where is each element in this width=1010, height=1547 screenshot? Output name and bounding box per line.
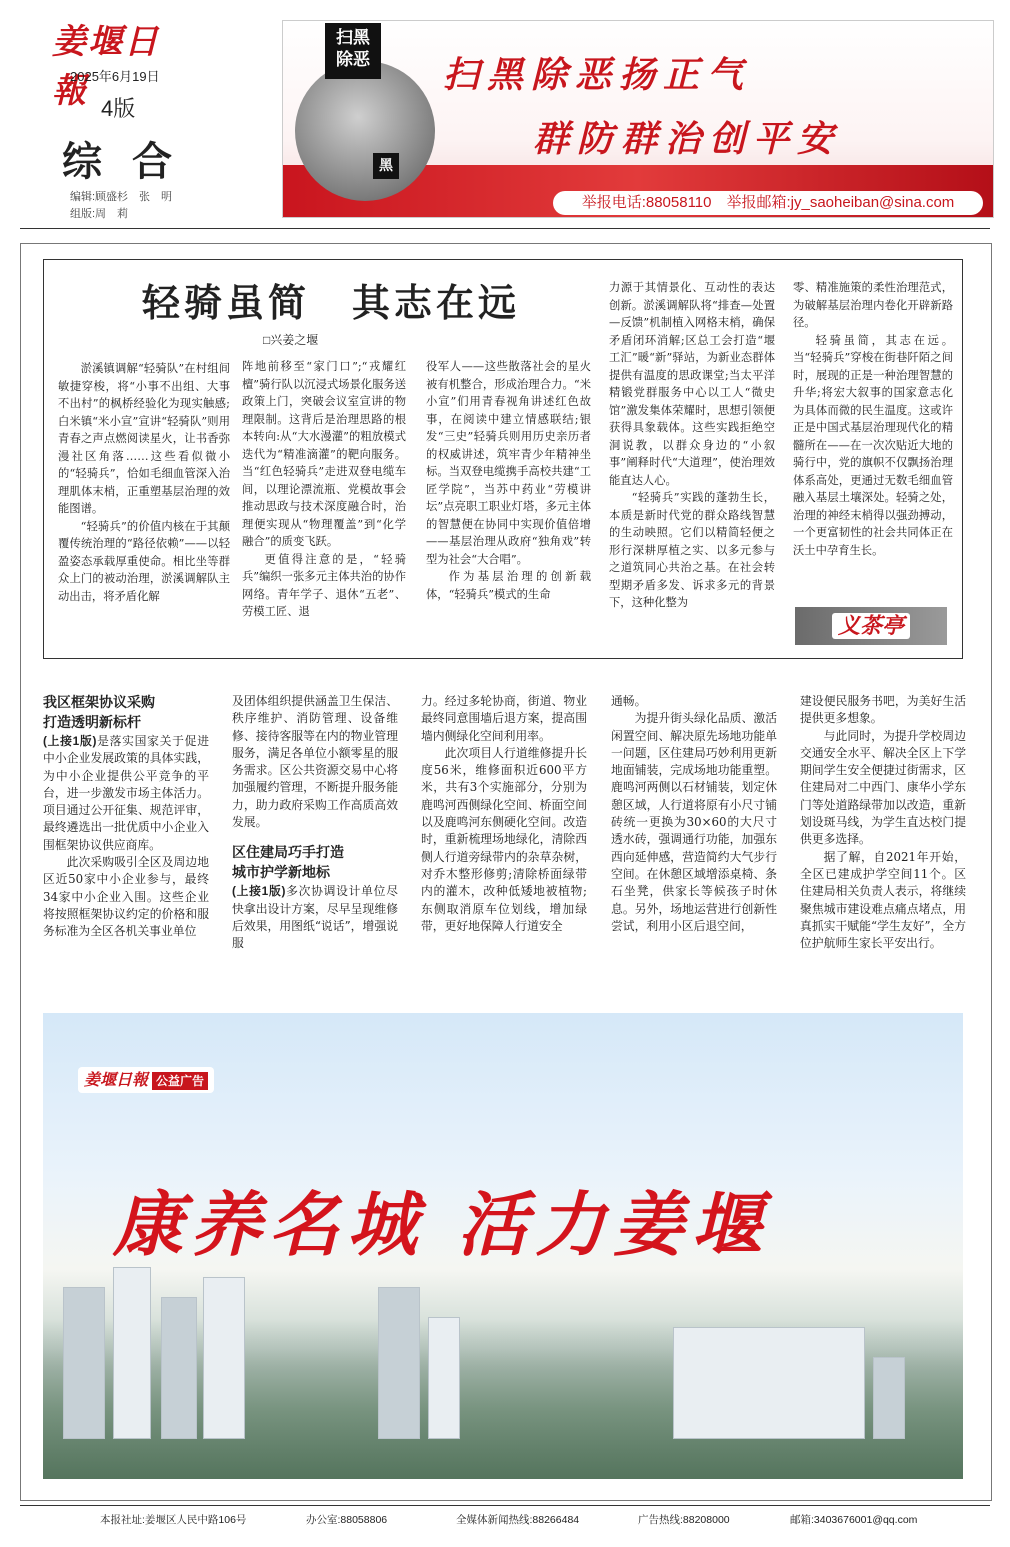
news-column-5 (800, 693, 966, 952)
paragraph: “轻骑兵”实践的蓬勃生长，本质是新时代党的群众路线智慧的生动映照。它们以精简轻便之形行深耕厚植之实、以多元参与之道筑同心共治之基。在社会转型期矛盾多发、诉求多元的背景下，这种化整为 (609, 491, 775, 609)
paragraph: 淤溪镇调解“轻骑队”在村组间敏捷穿梭，将“小事不出组、大事不出村”的枫桥经验化为现实触感;白米镇“米小宣”宣讲“轻骑队”则用青春之声点燃阅读星火，让书香弥漫社区角落……这些看似微小的“轻骑兵”，恰如毛细血管深入治理肌体末梢，正重塑基层治理的效能图谱。 (58, 362, 230, 515)
banner-slogan-2: 群防群治创平安 (533, 118, 842, 160)
page-number: 4版 (101, 96, 136, 121)
continued-tag: (上接1版) (232, 884, 286, 899)
fist-illustration (295, 61, 435, 201)
editor-credit: 编辑:顾盛杉 张 明 (70, 191, 173, 203)
headline-line-2: 城市护学新地标 (232, 865, 330, 882)
building (378, 1287, 420, 1439)
footer-newsline: 全媒体新闻热线:88266484 (456, 1514, 580, 1526)
news-column-2 (232, 693, 398, 953)
anti-crime-banner (282, 20, 994, 218)
section-title: 综合 (62, 138, 202, 185)
building (113, 1267, 151, 1439)
badge-line-2: 除恶 (336, 50, 370, 69)
fist-label: 黑 (373, 153, 399, 179)
feature-column-2 (242, 290, 406, 621)
paragraph: 此次项目人行道维修提升长度56米，维修面积近600平方米，共有3个实施部分，分别为鹿鸣河西侧绿化空间、桥面空间以及鹿鸣河东侧硬化空间。改造时，重新梳理场地绿化，清除西侧人行道旁绿带内的杂草杂树，对乔木整形修剪;清除桥面绿带内的灌木，改种低矮地被植物;东侧取消原车位划线，增加绿带，更好地保障人行道安全 (421, 745, 587, 933)
news-column-3 (421, 693, 587, 935)
paragraph: 及团体组织提供涵盖卫生保洁、秩序维护、消防管理、设备维修、接待客服等在内的物业管理服务，满足各单位小额零星的服务需求。区公共资源交易中心将加强履约管理，不断提升服务能力，助力政府采购工作高质高效发展。 (232, 694, 398, 830)
feature-title: 轻骑虽简 其志在远 (142, 280, 521, 325)
news-article-procurement (43, 693, 209, 941)
paragraph: 阵地前移至“家门口”;“戎耀红檀”骑行队以沉浸式场景化服务送政策上门，突破会议室宣讲的物理限制。这背后是治理思路的根本转向:从“大水漫灌”的粗放模式迭代为“精准滴灌”的靶向服务。当“红色轻骑兵”走进双登电缆车间，以理论漂流瓶、党模故事会推动思政与技术深度融合时，治理便实现从“物理覆盖”到“化学融合”的质变飞跃。 (242, 360, 406, 548)
ad-tag (78, 1067, 214, 1093)
masthead-divider (20, 228, 990, 229)
headline-line-1: 我区框架协议采购 (43, 695, 155, 711)
feature-column-4 (609, 279, 775, 612)
paragraph: 建设便民服务书吧，为美好生活提供更多想象。 (800, 694, 966, 726)
banner-slogan-1: 扫黑除恶扬正气 (443, 54, 752, 96)
column-logo (795, 607, 947, 645)
paragraph: 轻骑虽简，其志在远。当“轻骑兵”穿梭在街巷阡陌之间时，展现的正是一种治理智慧的升华;将宏大叙事的国家意志化为具体而微的民生温度。这或许正是中国式基层治理现代化的精髓所在——在一次次贴近大地的骑行中，党的旗帜不仅飘扬治理体系高处，更通过无数毛细血管融入基层土壤深处。轻骑之处，治理的神经末梢得以强劲搏动，一个更富韧性的社会共同体正在沃土中孕育生长。 (793, 333, 953, 557)
continued-tag: (上接1版) (43, 734, 97, 748)
feature-column-5 (793, 279, 953, 559)
headline-line-1: 区住建局巧手打造 (232, 845, 344, 862)
public-service-ad (43, 1013, 963, 1479)
paragraph: 此次采购吸引全区及周边地区近50家中小企业参与，最终34家中小企业入围。这些企业将按照框架协议约定的价格和服务标准为全区各机关事业单位 (43, 855, 209, 939)
ad-label: 公益广告 (152, 1072, 208, 1090)
paragraph: “轻骑兵”的价值内核在于其颠覆传统治理的“路径依赖”——以轻盈姿态承载厚重使命。相比坐等群众上门的被动治理，淤溪调解队主动出击，将矛盾化解 (58, 519, 230, 603)
building (161, 1297, 197, 1439)
badge-line-1: 扫黑 (336, 28, 370, 47)
paragraph: 与此同时，为提升学校周边交通安全水平、解决全区上下学期间学生安全便捷过街需求，区住建局对二中西门、康华小学东门等处道路绿带加以改造，重新划设斑马线，为学生直达校门提供更多选择。 (800, 728, 966, 847)
headline-line-2: 打造透明新标杆 (43, 715, 141, 731)
ad-slogan: 康养名城 活力姜堰 (113, 1183, 770, 1266)
column-logo-text: 义茶亭 (832, 613, 910, 639)
building (673, 1327, 865, 1439)
paragraph: 力。经过多轮协商，街道、物业最终同意围墙后退方案，提高围墙内侧绿化空间利用率。 (421, 694, 587, 743)
paragraph: 作为基层治理的创新载体，“轻骑兵”模式的生命 (426, 570, 591, 601)
paragraph: 通畅。 (611, 694, 647, 708)
paragraph: 是落实国家关于促进中小企业发展政策的具体实践，为中小企业提供公平竞争的平台，进一步激发市场主体活力。项目通过公开征集、规范评审，最终遴选出一批优质中小企业入围框架协议供应商库。 (43, 734, 209, 852)
paragraph: 多次协调设计单位尽快拿出设计方案，尽早呈现维修后效果，用图纸“说话”，增强说服 (232, 884, 398, 951)
feature-author: □兴姜之堰 (263, 333, 319, 347)
report-contact: 举报电话:88058110 举报邮箱:jy_saoheiban@sina.com (553, 191, 983, 215)
building (428, 1317, 460, 1439)
feature-column-3 (426, 358, 591, 603)
footer-email: 邮箱:3403676001@qq.com (790, 1514, 918, 1526)
news-column-4 (611, 693, 777, 935)
paragraph: 役军人——这些散落社会的星火被有机整合，形成治理合力。“米小宣”们用青春视角讲述红色故事，在阅读中建立情感联结;银发“三史”轻骑兵则用历史亲历者的权威讲述，筑牢青少年精神坐标。当双登电缆携手高校共建“工匠学院”，当苏中药业“劳模讲坛”点亮职工职业灯塔，多元主体的智慧便在协同中实现价值倍增——基层治理从政府“独角戏”转型为社会“大合唱”。 (426, 360, 591, 566)
paragraph: 更值得注意的是，“轻骑兵”编织一张多元主体共治的协作网络。青年学子、退休“五老”、劳模工匠、退 (242, 552, 406, 618)
issue-date: 2025年6月19日 (70, 69, 160, 84)
footer-address: 本报社址:姜堰区人民中路106号 (100, 1514, 247, 1526)
footer-adline: 广告热线:88208000 (638, 1514, 730, 1526)
paragraph: 据了解，自2021年开始，全区已建成护学空间11个。区住建局相关负责人表示，将继续聚焦城市建设难点痛点堵点，用真抓实干赋能“学生友好”，全方位护航师生家长平安出行。 (800, 849, 966, 951)
footer-office: 办公室:88058806 (306, 1514, 388, 1526)
paragraph: 为提升街头绿化品质、激活闲置空间、解决原先场地功能单一问题，区住建局巧妙利用更新地面铺装，完成场地功能重塑。鹿鸣河两侧以石材铺装，划定休憩区域，人行道将原有小尺寸铺砖统一更换为30×60的大尺寸透水砖，强调通行功能，加强东西向延伸感，营造简约大气步行空间。在休憩区域增添桌椅、条石坐凳，供家长等候孩子时休息。另外，场地运营进行创新性尝试，利用小区后退空间， (611, 711, 777, 933)
building (203, 1277, 245, 1439)
building (63, 1287, 105, 1439)
ad-logo: 姜堰日報 (84, 1070, 149, 1089)
layout-credit: 组版:周 莉 (70, 208, 129, 220)
building (873, 1357, 905, 1439)
campaign-badge (325, 23, 381, 79)
footer-divider (20, 1505, 990, 1506)
paragraph: 力源于其情景化、互动性的表达创新。淤溪调解队将“排查—处置—反馈”机制植入网格末梢，确保矛盾闭环消解;区总工会打造“堰工汇”暖“新”驿站，为新业态群体提供有温度的思政课堂;当太平洋精锻党群服务中心以工人“微史馆”激发集体荣耀时，思想引领便获得具象载体。这些实践拒绝空洞说教，以群众身边的“小叙事”阐释时代“大道理”，使治理效能直达人心。 (609, 281, 775, 487)
feature-column-1 (58, 360, 230, 605)
paragraph: 零、精准施策的柔性治理范式，为破解基层治理内卷化开辟新路径。 (793, 281, 953, 329)
newspaper-logo: 姜堰日報 (52, 22, 160, 111)
